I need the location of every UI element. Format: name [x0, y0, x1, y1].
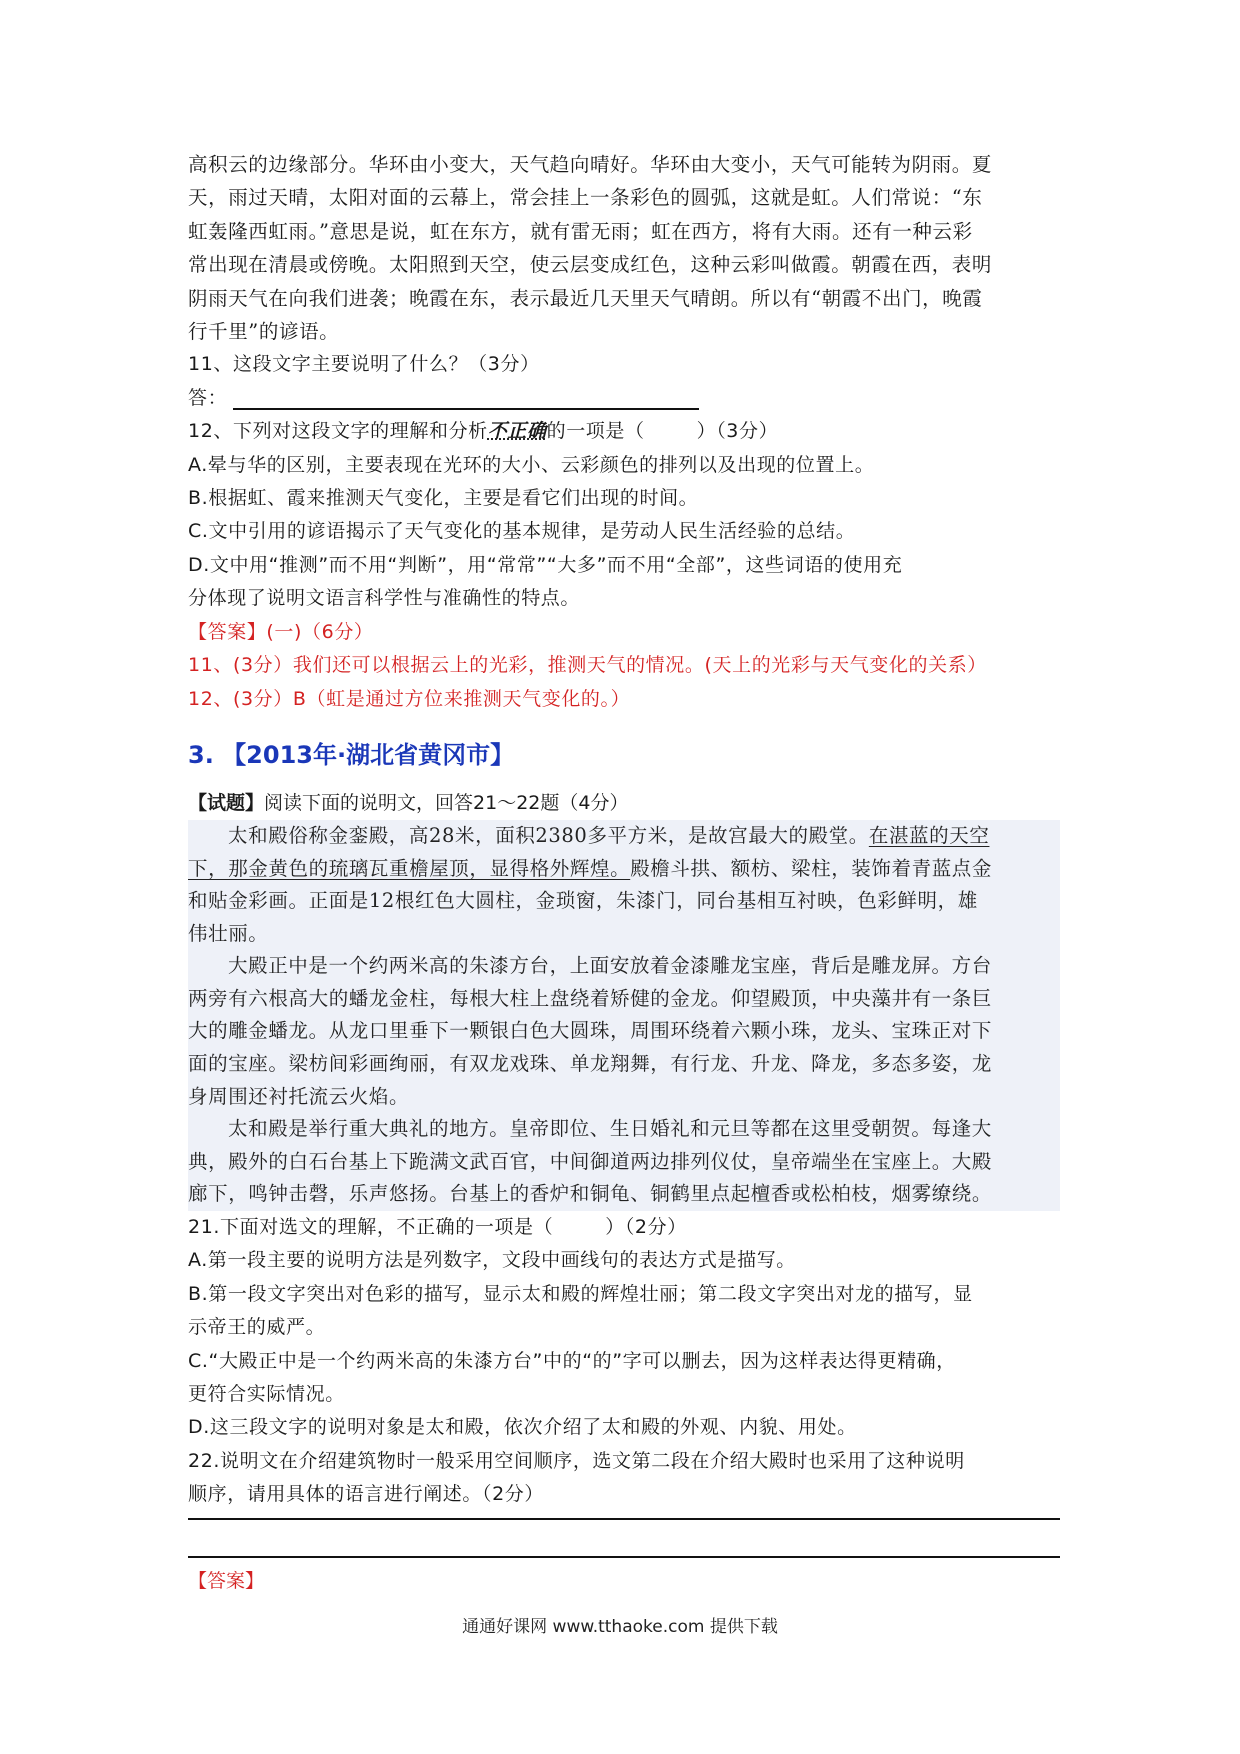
answer-blank[interactable] [233, 386, 699, 410]
trial-instruction [188, 786, 1060, 820]
option-d: D.这三段文字的说明对象是太和殿，依次介绍了太和殿的外观、内貌、用处。 [188, 1416, 857, 1439]
option-c: C.“大殿正中是一个约两米高的朱漆方台”中的“的”字可以删去，因为这样表达得更精确， [188, 1349, 956, 1372]
passage-line: 廊下，鸣钟击磬，乐声悠扬。台基上的香炉和铜龟、铜鹤里点起檀香或松柏枝，烟雾缭绕。 [188, 1182, 993, 1206]
answer-line[interactable] [188, 1556, 1060, 1558]
question-11: 11、这段文字主要说明了什么？（3分） [188, 353, 540, 376]
passage-line [188, 853, 1060, 886]
passage-line: 面的宝座。梁枋间彩画绚丽，有双龙戏珠、单龙翔舞，有行龙、升龙、降龙，多态多姿，龙 [188, 1052, 993, 1076]
question-21-score: ）（2分） [605, 1216, 687, 1239]
passage-line: 大的雕金蟠龙。从龙口里垂下一颗银白色大圆珠，周围环绕着六颗小珠，龙头、宝珠正对下 [188, 1019, 993, 1043]
section-title: 3. 【2013年·湖北省黄冈市】 [188, 740, 515, 769]
answer-label: 答： [188, 386, 228, 409]
option-b: B.第一段文字突出对色彩的描写，显示太和殿的辉煌壮丽；第二段文字突出对龙的描写，显 [188, 1282, 973, 1305]
question-11-answer-row [188, 382, 1060, 415]
option-b-cont: 示帝王的威严。 [188, 1316, 326, 1339]
question-21-stem: 21.下面对选文的理解，不正确的一项是（ [188, 1216, 554, 1239]
option-d-cont: 分体现了说明文语言科学性与准确性的特点。 [188, 587, 581, 610]
option-d: D.文中用“推测”而不用“判断”，用“常常”“大多”而不用“全部”，这些词语的使用充 [188, 553, 903, 576]
passage-line: 两旁有六根高大的蟠龙金柱，每根大柱上盘绕着矫健的金龙。仰望殿顶，中央藻井有一条巨 [188, 986, 993, 1010]
document-page [188, 148, 1060, 1596]
option-b: B.根据虹、霞来推测天气变化，主要是看它们出现的时间。 [188, 487, 699, 510]
passage-line: 阴雨天气在向我们进袭；晚霞在东，表示最近几天里天气晴朗。所以有“朝霞不出门，晚霞 [188, 286, 983, 310]
option-a: A.第一段主要的说明方法是列数字，文段中画线句的表达方式是描写。 [188, 1249, 796, 1272]
passage-line: 典，殿外的白石台基上下跪满文武百官，中间御道两边排列仪仗，皇帝端坐在宝座上。大殿 [188, 1149, 993, 1173]
passage-line: 常出现在清晨或傍晚。太阳照到天空，使云层变成红色，这种云彩叫做霞。朝霞在西，表明 [188, 253, 993, 277]
option-c: C.文中引用的谚语揭示了天气变化的基本规律，是劳动人民生活经验的总结。 [188, 520, 856, 543]
passage-line: 伟壮丽。 [188, 921, 269, 945]
passage-top [188, 148, 1060, 348]
passage-text: 太和殿俗称金銮殿，高28米，面积2380多平方米，是故宫最大的殿堂。 [228, 823, 869, 847]
passage-line: 和贴金彩画。正面是12根红色大圆柱，金琐窗，朱漆门，同台基相互衬映，色彩鲜明，雄 [188, 889, 978, 913]
passage-line: 大殿正中是一个约两米高的朱漆方台，上面安放着金漆雕龙宝座，背后是雕龙屏。方台 [228, 954, 992, 978]
trial-label: 【试题】 [188, 791, 265, 814]
passage-taihedian [188, 820, 1060, 1211]
question-22: 22.说明文在介绍建筑物时一般采用空间顺序，选文第二段在介绍大殿时也采用了这种说明 [188, 1449, 965, 1472]
passage-line: 行千里”的谚语。 [188, 320, 340, 344]
question-12-suffix-b: ）（3分） [696, 420, 779, 443]
passage-line [188, 820, 1060, 853]
answer-11: 11、(3分）我们还可以根据云上的光彩，推测天气的情况。(天上的光彩与天气变化的关系） [188, 654, 987, 677]
answer-header: 【答案】 [188, 1569, 265, 1592]
passage-text: 殿檐斗拱、额枋、梁柱，装饰着青蓝点金 [630, 856, 993, 880]
answer-line[interactable] [188, 1518, 1060, 1520]
trial-text: 阅读下面的说明文，回答21～22题（4分） [264, 791, 629, 814]
question-21 [188, 1211, 1060, 1244]
question-12-suffix-a: 的一项是（ [546, 420, 645, 443]
passage-line: 高积云的边缘部分。华环由小变大，天气趋向晴好。华环由大变小，天气可能转为阴雨。夏 [188, 153, 993, 176]
question-22-cont: 顺序，请用具体的语言进行阐述。（2分） [188, 1483, 544, 1506]
question-12 [188, 415, 1060, 448]
underlined-sentence: 下，那金黄色的琉璃瓦重檐屋顶，显得格外辉煌。 [188, 856, 631, 880]
passage-line: 虹轰隆西虹雨。”意思是说，虹在东方，就有雷无雨；虹在西方，将有大雨。还有一种云彩 [188, 219, 973, 243]
answer-12: 12、(3分）B（虹是通过方位来推测天气变化的。） [188, 687, 631, 710]
question-12-emphasis: 不正确 [487, 420, 547, 443]
passage-line: 天，雨过天晴，太阳对面的云幕上，常会挂上一条彩色的圆弧，这就是虹。人们常说：“东 [188, 186, 983, 210]
passage-line: 身周围还衬托流云火焰。 [188, 1084, 410, 1108]
underlined-sentence: 在湛蓝的天空 [868, 823, 990, 847]
passage-line: 太和殿是举行重大典礼的地方。皇帝即位、生日婚礼和元旦等都在这里受朝贺。每逢大 [228, 1117, 992, 1141]
option-a: A.晕与华的区别，主要表现在光环的大小、云彩颜色的排列以及出现的位置上。 [188, 453, 875, 476]
question-12-prefix: 12、下列对这段文字的理解和分析 [188, 420, 488, 443]
answer-header: 【答案】(一)（6分） [188, 620, 374, 643]
option-c-cont: 更符合实际情况。 [188, 1383, 345, 1406]
page-footer: 通通好课网 www.tthaoke.com 提供下载 [462, 1617, 778, 1637]
